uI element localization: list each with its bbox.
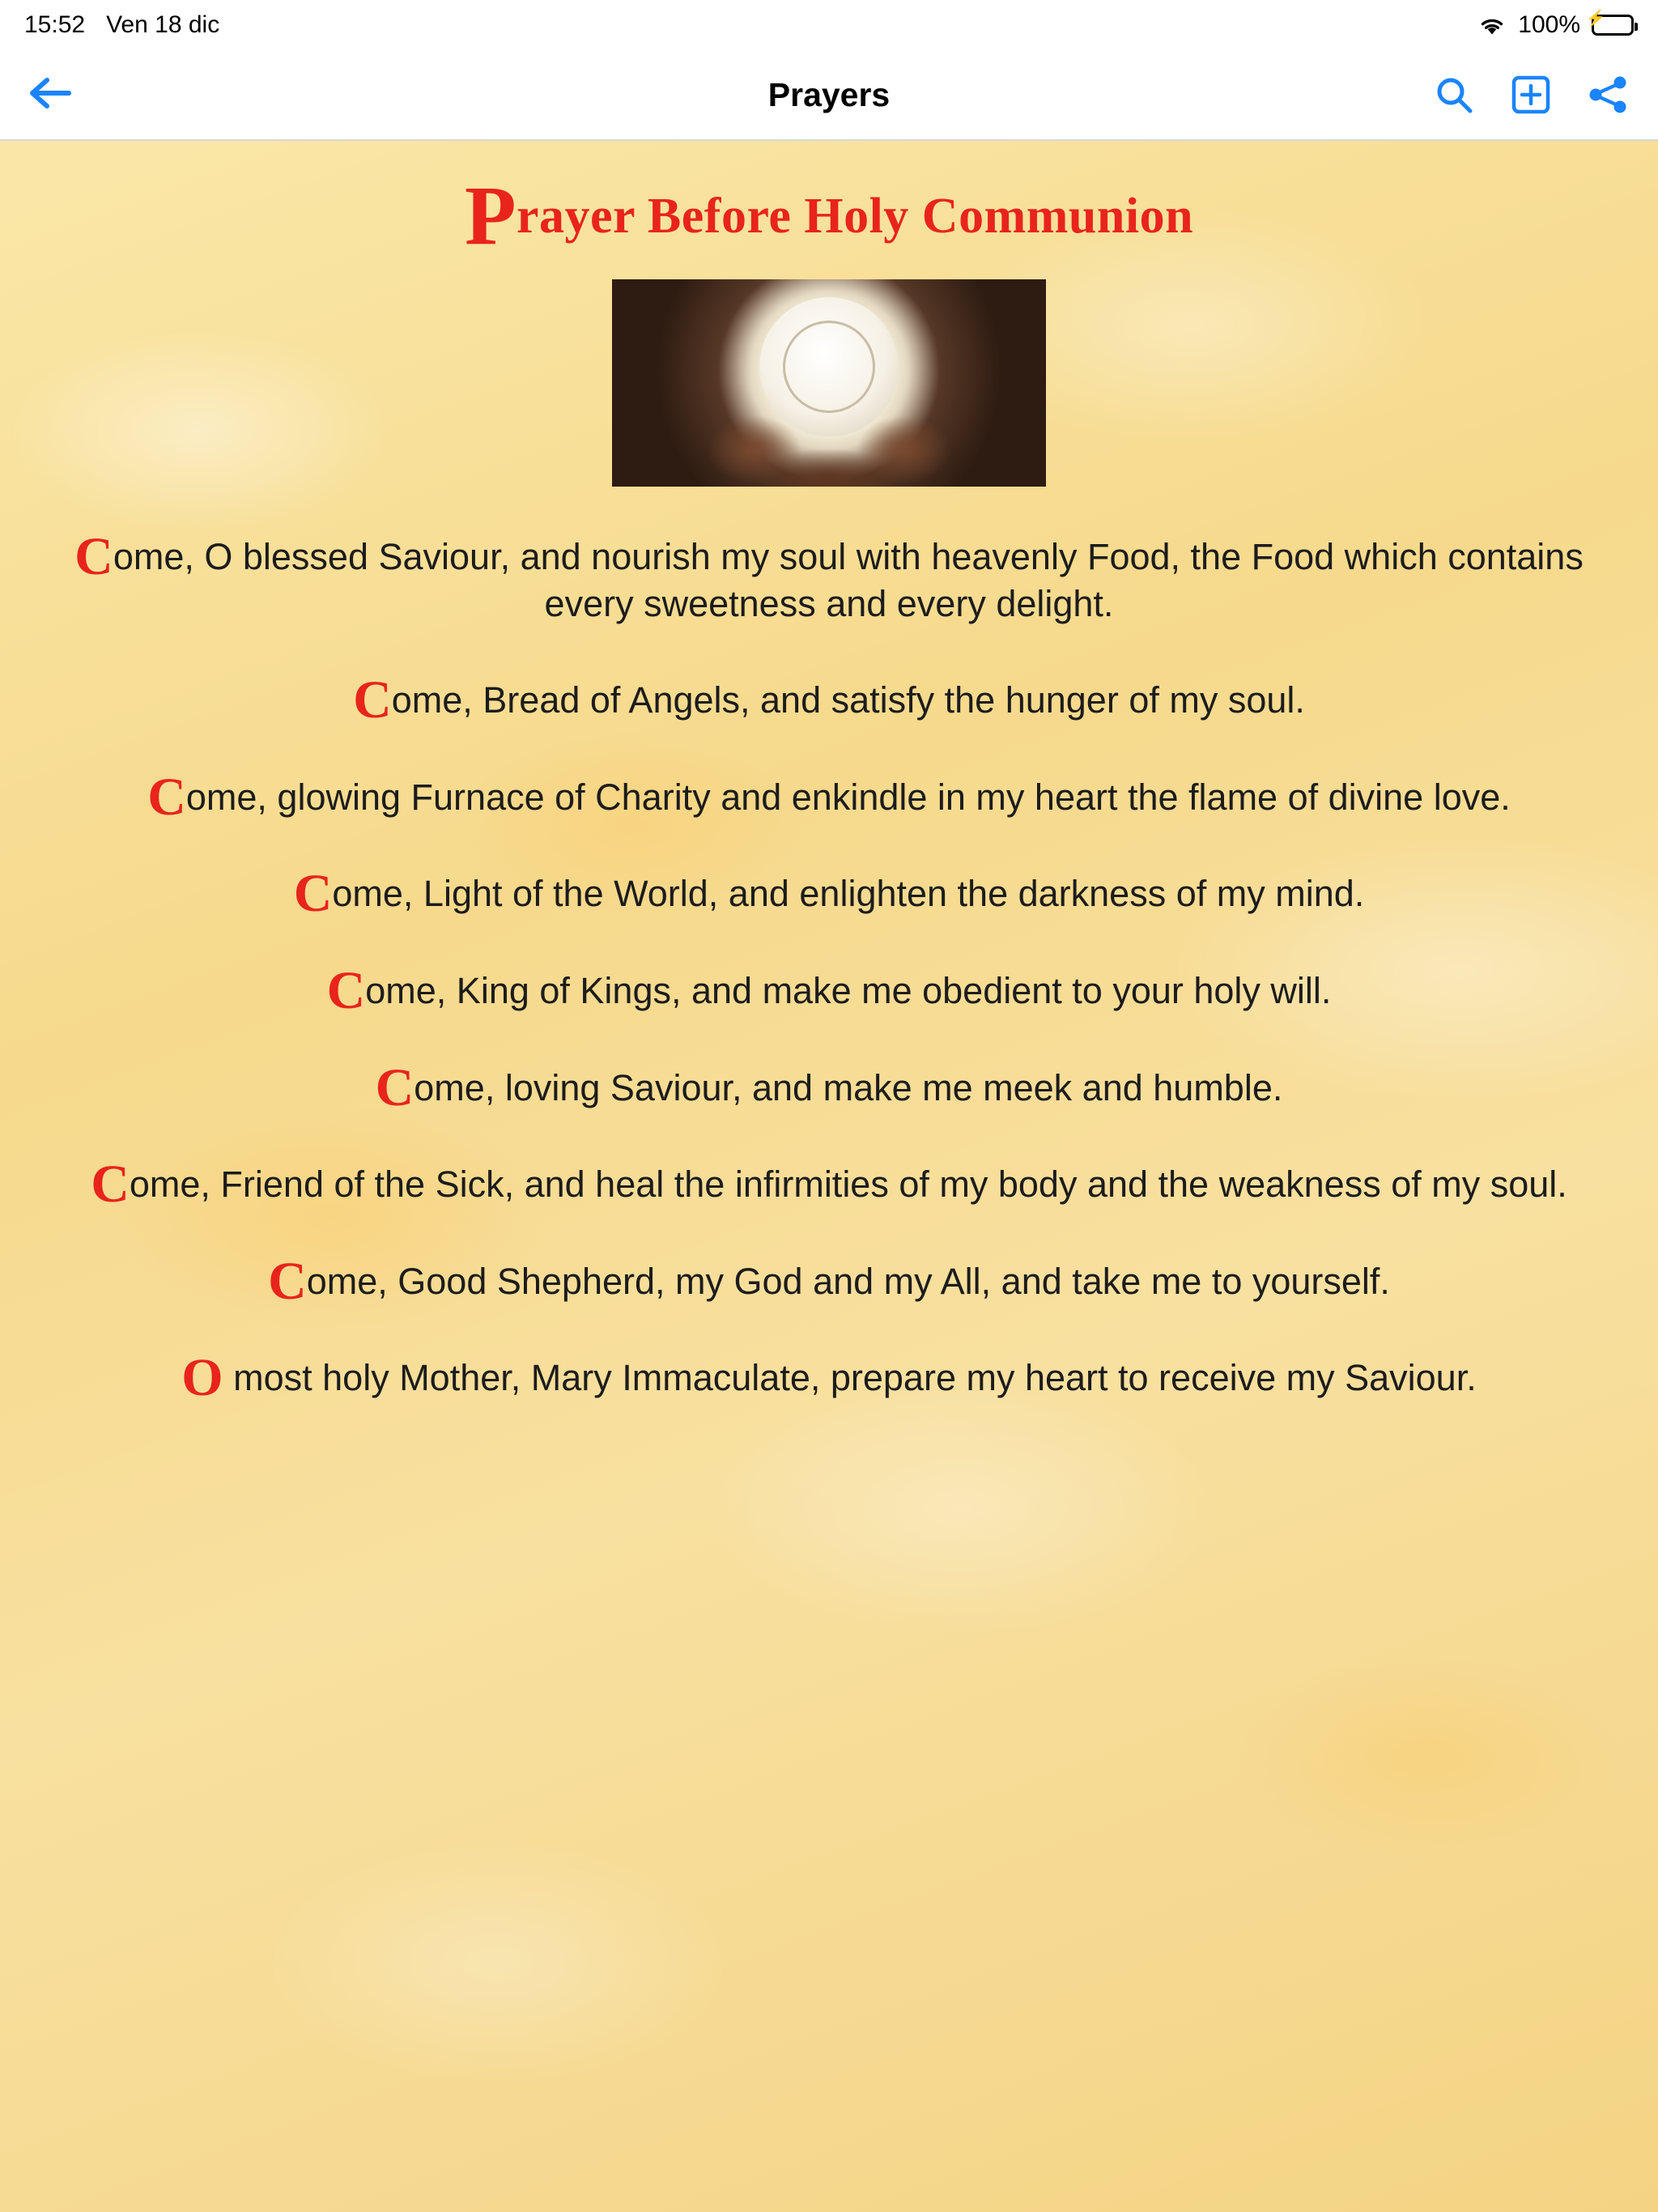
paragraph-text: ome, Light of the World, and enlighten the darkness of my mind. (332, 873, 1365, 915)
wifi-icon (1477, 15, 1507, 36)
prayer-paragraph (40, 960, 1618, 1020)
prayer-paragraph (40, 670, 1618, 730)
paragraph-text: ome, loving Saviour, and make me meek and humble. (414, 1066, 1283, 1108)
battery-percent-label: 100% (1518, 11, 1580, 38)
arrow-left-icon (28, 74, 73, 117)
prayer-paragraph (40, 1251, 1618, 1311)
prayer-paragraph (40, 767, 1618, 827)
prayer-paragraph (40, 864, 1618, 924)
status-bar (0, 0, 1658, 50)
status-time: 15:52 (24, 11, 86, 38)
prayer-paragraph (40, 527, 1618, 627)
paragraph-text: ome, King of Kings, and make me obedient to your holy will. (365, 969, 1332, 1011)
paragraph-dropcap: C (293, 864, 333, 924)
paragraph-text: ome, Friend of the Sick, and heal the infirmities of my body and the weakness of my soul. (129, 1163, 1567, 1206)
search-button[interactable] (1433, 74, 1475, 116)
paragraph-text: ome, Bread of Angels, and satisfy the hunger of my soul. (391, 679, 1305, 721)
paragraph-dropcap: C (375, 1057, 414, 1117)
navigation-actions (1433, 74, 1630, 116)
hands-shape (695, 410, 963, 487)
status-bar-right (1477, 11, 1634, 39)
add-bookmark-button[interactable] (1511, 74, 1551, 115)
prayer-content (0, 141, 1658, 2212)
paragraph-dropcap: C (326, 960, 366, 1020)
eucharist-image (612, 279, 1046, 487)
status-bar-left (24, 11, 219, 39)
paragraph-dropcap: C (74, 527, 113, 586)
prayer-title (24, 169, 1634, 262)
battery-charging-icon (1585, 10, 1634, 36)
navigation-bar (0, 50, 1658, 141)
paragraph-text: most holy Mother, Mary Immaculate, prepare my heart to receive my Saviour. (223, 1357, 1477, 1399)
paragraph-dropcap: C (91, 1155, 130, 1214)
charging-bolt-icon: ⚡ (1585, 10, 1606, 28)
paragraph-dropcap: C (147, 767, 186, 827)
status-date: Ven 18 dic (106, 11, 220, 38)
paragraph-dropcap: O (181, 1348, 223, 1408)
prayer-paragraph-list (40, 527, 1618, 1408)
share-button[interactable] (1587, 74, 1630, 115)
paragraph-dropcap: C (268, 1251, 307, 1311)
paragraph-text: ome, Good Shepherd, my God and my All, and take me to yourself. (306, 1260, 1390, 1302)
prayer-paragraph (40, 1057, 1618, 1117)
prayer-title-dropcap: P (464, 169, 517, 262)
paragraph-text: ome, glowing Furnace of Charity and enkindle in my heart the flame of divine love. (185, 776, 1511, 818)
prayer-title-text: rayer Before Holy Communion (516, 189, 1194, 244)
paragraph-text: ome, O blessed Saviour, and nourish my soul with heavenly Food, the Food which contains every sweetness and every delight. (113, 536, 1584, 624)
page-title: Prayers (767, 75, 891, 113)
back-button[interactable] (28, 74, 73, 117)
prayer-paragraph (40, 1348, 1618, 1408)
paragraph-dropcap: C (353, 670, 392, 730)
prayer-paragraph (40, 1155, 1618, 1214)
